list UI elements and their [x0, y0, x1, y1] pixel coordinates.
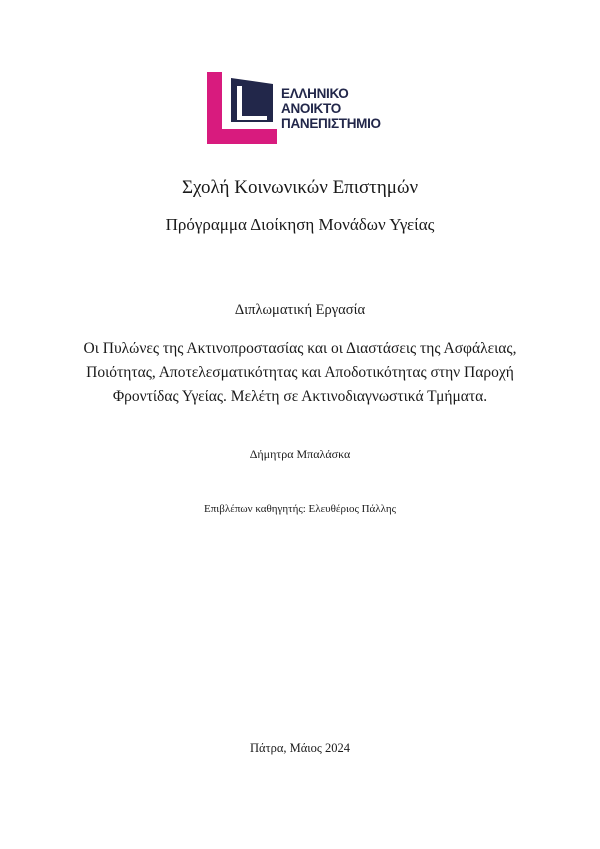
supervisor: Επιβλέπων καθηγητής: Ελευθέριος Πάλλης [204, 503, 396, 515]
program-name: Πρόγραμμα Διοίκηση Μονάδων Υγείας [165, 215, 435, 234]
place-date: Πάτρα, Μάιος 2024 [250, 741, 350, 755]
thesis-title-line-1: Οι Πυλώνες της Ακτινοπροστασίας και οι Διαστάσεις της Ασφάλειας, [83, 340, 517, 357]
university-logo-mark [207, 72, 277, 144]
thesis-title-line-2: Ποιότητας, Αποτελεσματικότητας και Αποδοτικότητας στην Παροχή [86, 364, 514, 381]
thesis-title-line-3: Φροντίδας Υγείας. Μελέτη σε Ακτινοδιαγνωστικά Τμήματα. [112, 388, 488, 405]
thesis-title [60, 337, 540, 409]
thesis-type: Διπλωματική Εργασία [234, 302, 366, 318]
logo-line-2: ΑΝΟΙΚΤΟ [281, 101, 341, 116]
university-logo-text [281, 86, 381, 131]
author-name: Δήμητρα Μπαλάσκα [249, 447, 351, 461]
school-name: Σχολή Κοινωνικών Επιστημών [181, 177, 419, 198]
logo-line-3: ΠΑΝΕΠΙΣΤΗΜΙΟ [281, 116, 381, 131]
university-logo [207, 72, 397, 144]
logo-line-1: ΕΛΛΗΝΙΚΟ [281, 86, 349, 101]
